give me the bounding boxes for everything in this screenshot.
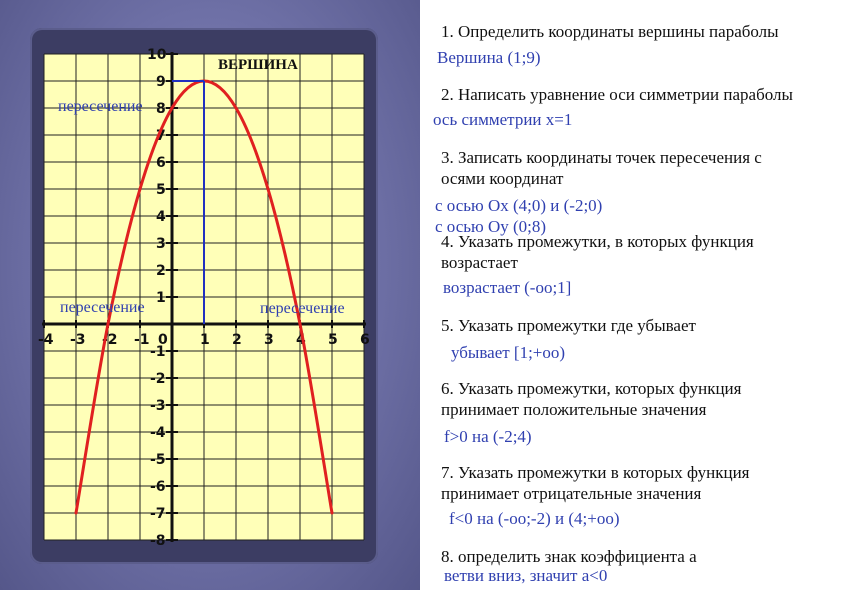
x-tick-label: -3 — [70, 332, 86, 348]
task-3-answer: с осью Ох (4;0) и (-2;0) с осью Оу (0;8) — [435, 196, 603, 236]
x-tick-label: 2 — [232, 332, 242, 348]
data-point — [75, 512, 78, 515]
y-tick-label: 3 — [156, 236, 166, 252]
data-point — [171, 107, 174, 110]
x-tick-label: -2 — [102, 332, 118, 348]
y-tick-label: 8 — [156, 101, 166, 117]
task-6-question: 6. Указать промежутки, которых функция принимает положительные значения — [441, 379, 742, 419]
x-tick-label: 6 — [360, 332, 370, 348]
vertex-label: ВЕРШИНА — [218, 57, 298, 73]
y-tick-label: -3 — [150, 398, 166, 414]
y-tick-label: 6 — [156, 155, 166, 171]
task-1-question: 1. Определить координаты вершины параболы — [441, 22, 779, 41]
y-tick-label: -1 — [150, 344, 166, 360]
y-tick-label: -2 — [150, 371, 166, 387]
y-tick-label: 9 — [156, 74, 166, 90]
data-point — [107, 323, 110, 326]
task-4-answer: возрастает (-оо;1] — [443, 278, 572, 297]
task-5-question: 5. Указать промежутки где убывает — [441, 316, 696, 335]
y-tick-label: 10 — [147, 47, 167, 63]
x-tick-label: 1 — [200, 332, 210, 348]
y-tick-label: -4 — [150, 425, 166, 441]
y-tick-label: -7 — [150, 506, 166, 522]
intersection-y-label: пересечение — [58, 98, 143, 115]
y-tick-label: 1 — [156, 290, 166, 306]
task-8-question: 8. определить знак коэффициента а — [441, 547, 697, 566]
x-tick-label: -4 — [38, 332, 54, 348]
task-2-answer: ось симметрии х=1 — [433, 110, 573, 129]
x-tick-label: 3 — [264, 332, 274, 348]
data-point — [299, 323, 302, 326]
y-tick-label: -5 — [150, 452, 166, 468]
x-tick-label: -1 — [134, 332, 150, 348]
task-3-question: 3. Записать координаты точек пересечения с осями координат — [441, 148, 762, 188]
intersection-right-label: пересечение — [260, 300, 345, 317]
origin-label: 0 — [158, 332, 168, 348]
task-8-answer: ветви вниз, значит а<0 — [444, 566, 608, 585]
intersection-left-label: пересечение — [60, 299, 145, 316]
task-7-answer: f<0 на (-оо;-2) и (4;+оо) — [449, 509, 620, 528]
x-tick-label: 4 — [296, 332, 306, 348]
y-tick-label: 2 — [156, 263, 166, 279]
parabola-chart — [0, 0, 420, 597]
y-tick-label: 5 — [156, 182, 166, 198]
y-tick-label: -8 — [150, 533, 166, 549]
task-6-answer: f>0 на (-2;4) — [444, 427, 532, 446]
data-point — [267, 188, 270, 191]
task-4-question: 4. Указать промежутки, в которых функция возрастает — [441, 232, 754, 272]
task-5-answer: убывает [1;+оо) — [451, 343, 566, 362]
task-1-answer: Вершина (1;9) — [437, 48, 541, 67]
y-tick-label: 7 — [156, 128, 166, 144]
task-2-question: 2. Написать уравнение оси симметрии параболы — [441, 85, 793, 104]
x-tick-label: 5 — [328, 332, 338, 348]
data-point — [235, 107, 238, 110]
data-point — [139, 188, 142, 191]
y-tick-label: -6 — [150, 479, 166, 495]
task-7-question: 7. Указать промежутки в которых функция принимает отрицательные значения — [441, 463, 750, 503]
y-tick-label: 4 — [156, 209, 166, 225]
data-point — [331, 512, 334, 515]
